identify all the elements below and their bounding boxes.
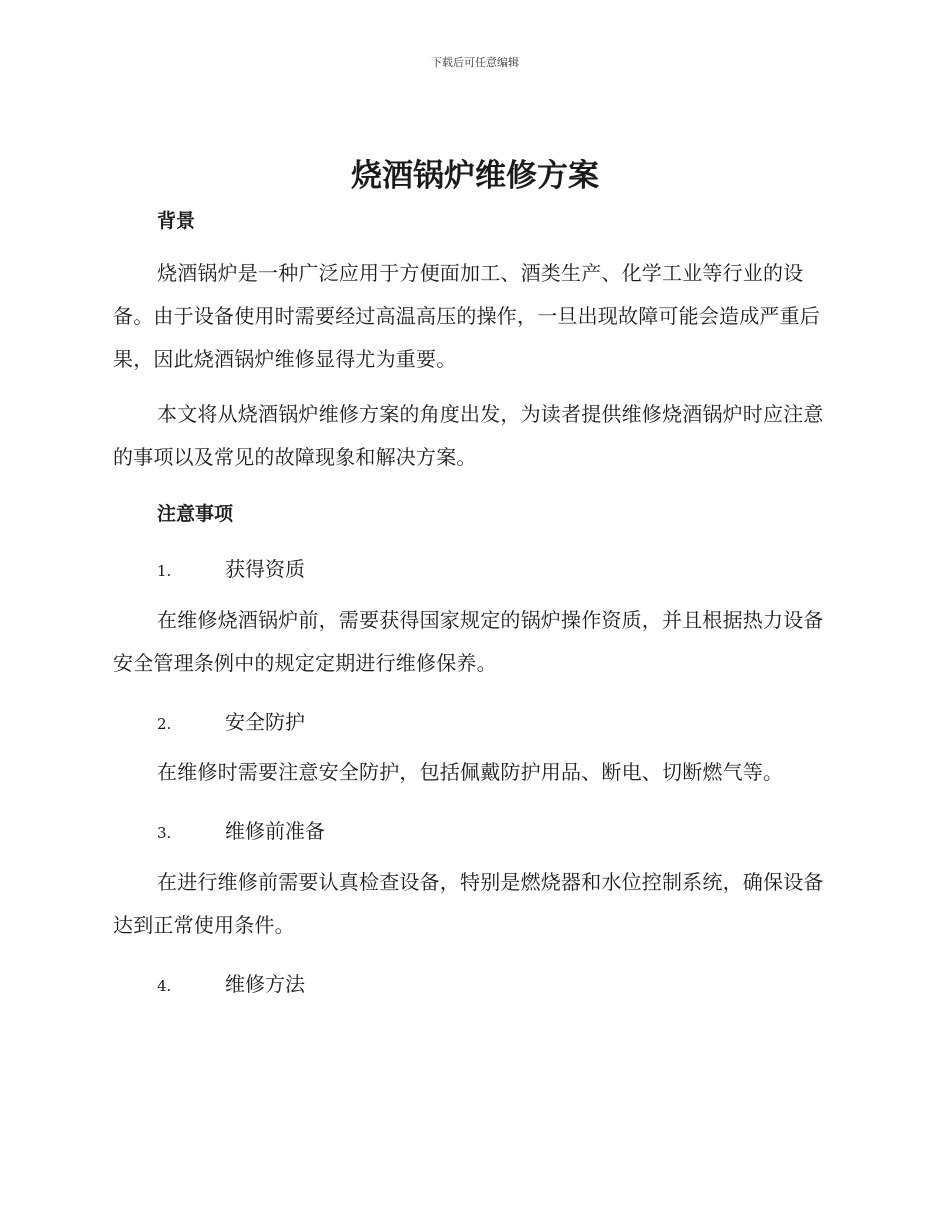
- list-label: 安全防护: [225, 710, 305, 734]
- list-number: 2.: [157, 715, 172, 733]
- list-label: 维修方法: [225, 972, 305, 996]
- background-paragraph-1: 烧酒锅炉是一种广泛应用于方便面加工、酒类生产、化学工业等行业的设备。由于设备使用时需要经过高温高压的操作，一旦出现故障可能会造成严重后果，因此烧酒锅炉维修显得尤为重要。: [113, 261, 820, 371]
- list-number: 1.: [157, 562, 172, 580]
- list-item: [157, 553, 305, 582]
- list-label: 维修前准备: [225, 819, 325, 843]
- list-item: [157, 815, 325, 844]
- background-paragraph-2: 本文将从烧酒锅炉维修方案的角度出发，为读者提供维修烧酒锅炉时应注意的事项以及常见的故障现象和解决方案。: [113, 402, 824, 469]
- page-header: 下载后可任意编辑: [431, 56, 519, 69]
- list-item: [157, 706, 305, 735]
- list-item-description: 在进行维修前需要认真检查设备，特别是燃烧器和水位控制系统，确保设备达到正常使用条件。: [113, 870, 824, 937]
- list-number: 4.: [157, 977, 172, 995]
- list-number: 3.: [157, 824, 172, 842]
- section-heading-background: 背景: [157, 210, 196, 232]
- document-title: 烧酒锅炉维修方案: [351, 158, 599, 194]
- list-item-description: 在维修烧酒锅炉前，需要获得国家规定的锅炉操作资质，并且根据热力设备安全管理条例中的规定定期进行维修保养。: [113, 608, 824, 675]
- list-label: 获得资质: [225, 557, 305, 581]
- section-heading-notes: 注意事项: [157, 503, 234, 525]
- list-item: [157, 968, 305, 997]
- list-item-description: 在维修时需要注意安全防护，包括佩戴防护用品、断电、切断燃气等。: [157, 760, 784, 784]
